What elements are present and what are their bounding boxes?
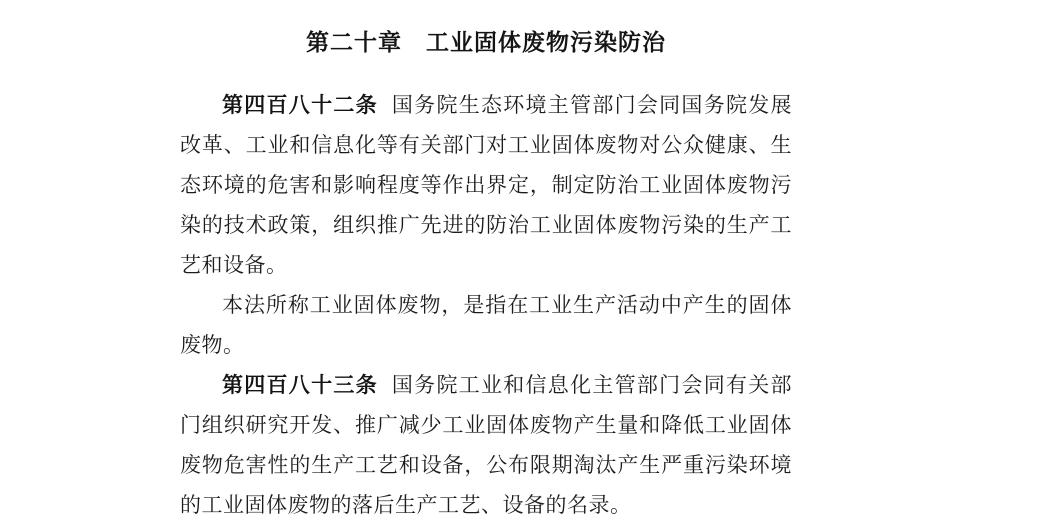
text-column [180,0,792,525]
definition-paragraph [180,285,792,365]
article-482-paragraph [180,85,792,285]
chapter-title: 第二十章 工业固体废物污染防治 [306,30,666,55]
article-483-text: 国务院工业和信息化主管部门会同有关部门组织研究开发、推广减少工业固体废物产生量和降低工业固体废物危害性的生产工艺和设备，公布限期淘汰产生严重污染环境的工业固体废物的落后生产工艺、设备的名录。 [180,373,793,517]
article-483-number: 第四百八十三条 [222,373,378,397]
article-483-paragraph [180,365,792,525]
article-482-number: 第四百八十二条 [222,93,378,117]
definition-paragraph-text: 本法所称工业固体废物，是指在工业生产活动中产生的固体废物。 [180,293,792,357]
article-482-text: 国务院生态环境主管部门会同国务院发展改革、工业和信息化等有关部门对工业固体废物对公众健康、生态环境的危害和影响程度等作出界定，制定防治工业固体废物污染的技术政策，组织推广先进的防治工业固体废物污染的生产工艺和设备。 [180,93,793,277]
